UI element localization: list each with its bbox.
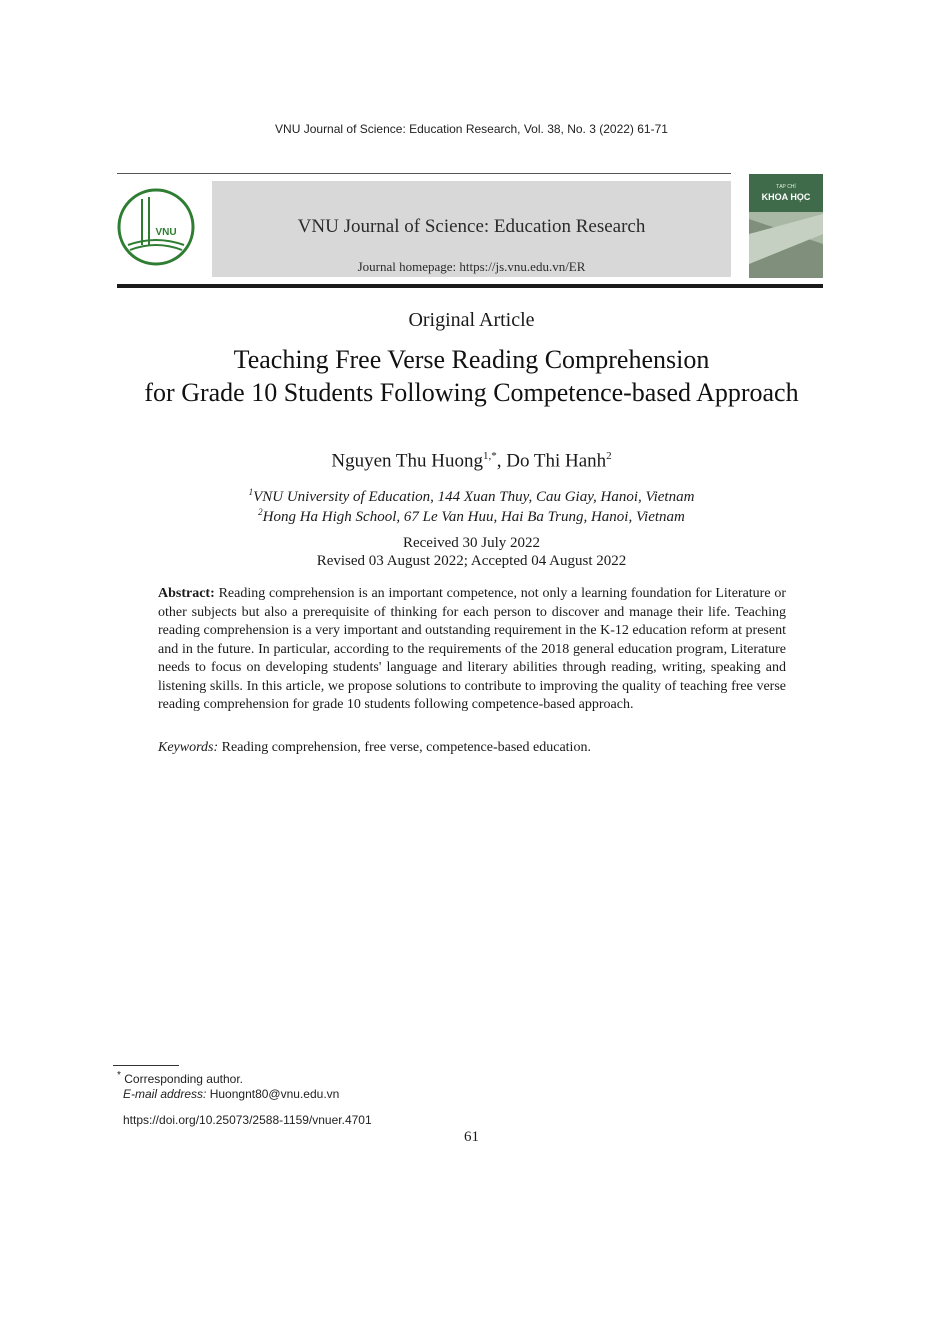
title-line-2: for Grade 10 Students Following Competence-based Approach: [144, 378, 799, 407]
footnote-marker: *: [117, 1070, 121, 1081]
abstract: [158, 585, 786, 715]
email-link[interactable]: Huongnt80@vnu.edu.vn: [209, 1087, 340, 1101]
journal-homepage: Journal homepage: https://js.vnu.edu.vn/ER: [357, 259, 586, 274]
journal-title: VNU Journal of Science: Education Research: [297, 216, 646, 237]
author-2-sup: 2: [606, 450, 612, 462]
author-1-sup: 1,*: [482, 450, 497, 462]
keywords-text: Reading comprehension, free verse, competence-based education.: [221, 740, 591, 755]
journal-cover-image: [749, 174, 823, 278]
article-type: Original Article: [408, 309, 535, 331]
abstract-text: Reading comprehension is an important competence, not only a learning foundation for Literature or other subjects but also a prerequisite of thinking for each person to discover and manage their life. Teaching reading comprehension is a very important and outstanding requirement in the K-12 education reform at present and in the future. In particular, according to the requirements of the 2018 general education program, Literature needs to focus on developing students' language and literary abilities through reading, writing, speaking and listening skills. In this article, we propose solutions to contribute to improving the quality of teaching free verse reading comprehension for grade 10 students following competence-based approach.: [158, 586, 787, 712]
vnu-logo-icon: [116, 187, 196, 267]
received-date: Received 30 July 2022: [402, 535, 541, 551]
corresponding-note: [117, 1070, 243, 1086]
affiliation-1-text: VNU University of Education, 144 Xuan Thuy, Cau Giay, Hanoi, Vietnam: [253, 489, 695, 505]
author-separator: ,: [496, 450, 507, 472]
page-number: 61: [464, 1129, 479, 1145]
affiliation-2-sup: 2: [258, 507, 263, 517]
corresponding-text: Corresponding author.: [124, 1072, 243, 1086]
running-header: VNU Journal of Science: Education Research, Vol. 38, No. 3 (2022) 61-71: [275, 122, 668, 136]
author-list: [0, 450, 943, 472]
header-rule: [117, 173, 731, 174]
banner-rule: [117, 284, 823, 288]
footnote-rule: [113, 1065, 179, 1066]
affiliation-2: [0, 507, 943, 526]
cover-title-top: TẠP CHÍ: [776, 184, 796, 190]
revised-accepted-date: Revised 03 August 2022; Accepted 04 August 2022: [316, 553, 627, 569]
author-2: Do Thi Hanh: [506, 450, 607, 472]
cover-title: KHOA HỌC: [761, 192, 811, 202]
affiliation-1-sup: 1: [248, 487, 254, 497]
article-title: [0, 343, 943, 409]
title-line-1: Teaching Free Verse Reading Comprehension: [233, 345, 710, 374]
email-label: E-mail address:: [123, 1087, 207, 1101]
logo-text: VNU: [155, 227, 177, 238]
affiliation-1: [0, 487, 943, 506]
doi-link[interactable]: https://doi.org/10.25073/2588-1159/vnuer.4701: [123, 1113, 372, 1127]
affiliation-2-text: Hong Ha High School, 67 Le Van Huu, Hai Ba Trung, Hanoi, Vietnam: [262, 509, 685, 525]
abstract-label: Abstract:: [158, 586, 215, 601]
email-note: [123, 1087, 339, 1101]
keywords: [158, 740, 786, 756]
author-1: Nguyen Thu Huong: [331, 450, 483, 472]
keywords-label: Keywords:: [158, 740, 219, 755]
